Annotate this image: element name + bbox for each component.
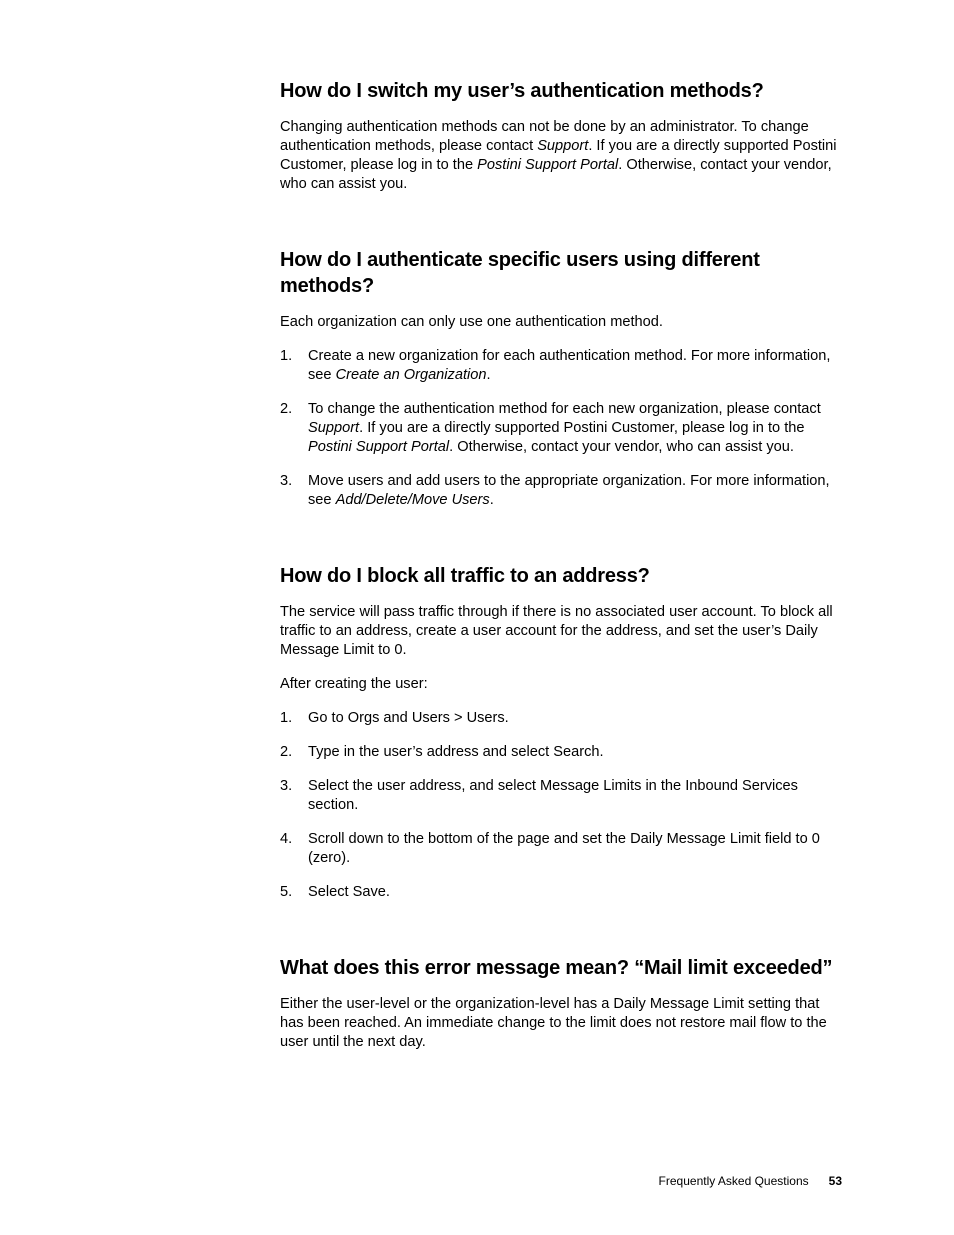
support-link-text: Support bbox=[537, 138, 589, 154]
step-number: 2. bbox=[280, 744, 293, 760]
section-intro: Each organization can only use one authentication method. bbox=[280, 314, 663, 330]
page-number: 53 bbox=[828, 1174, 842, 1188]
section-paragraph: Changing authentication methods can not be done by an administrator. To change authentication methods, please contact Support. If you are a directly supported Postini Customer, please log in to the Postini Support Portal. Otherwise, contact your vendor, who can assist you. bbox=[280, 119, 837, 192]
list-item: 3. Move users and add users to the appropriate organization. For more information, see Add/Delete/Move Users. bbox=[280, 473, 830, 508]
step-number: 1. bbox=[280, 710, 293, 726]
steps-list bbox=[280, 709, 842, 902]
page-footer bbox=[659, 1173, 842, 1189]
section-paragraph: Either the user-level or the organization-level has a Daily Message Limit setting that has been reached. An immediate change to the limit does not restore mail flow to the user until the next day. bbox=[280, 996, 827, 1050]
list-item: 5. Select Save. bbox=[280, 884, 390, 900]
faq-section-mail-limit bbox=[280, 955, 842, 1052]
list-item: 2. Type in the user’s address and select Search. bbox=[280, 744, 604, 760]
faq-section-block-traffic bbox=[280, 563, 842, 902]
step-number: 3. bbox=[280, 473, 293, 489]
list-item: 3. Select the user address, and select Message Limits in the Inbound Services section. bbox=[280, 778, 798, 813]
steps-list bbox=[280, 347, 842, 510]
step-number: 4. bbox=[280, 831, 293, 847]
section-paragraph: After creating the user: bbox=[280, 676, 428, 692]
list-item: 1. Go to Orgs and Users > Users. bbox=[280, 710, 509, 726]
step-number: 3. bbox=[280, 778, 293, 794]
section-heading: How do I block all traffic to an address? bbox=[280, 565, 650, 587]
section-paragraph: The service will pass traffic through if there is no associated user account. To block all traffic to an address, create a user account for the address, and set the user’s Daily Message Limit to 0. bbox=[280, 604, 833, 658]
list-item: 2. To change the authentication method for each new organization, please contact Support. If you are a directly supported Postini Customer, please log in to the Postini Support Portal. Otherwise, contact your vendor, who can assist you. bbox=[280, 401, 821, 455]
step-number: 2. bbox=[280, 401, 293, 417]
list-item: 4. Scroll down to the bottom of the page and set the Daily Message Limit field to 0 (zero). bbox=[280, 831, 820, 866]
section-heading: What does this error message mean? “Mail limit exceeded” bbox=[280, 957, 833, 979]
section-heading: How do I authenticate specific users using different methods? bbox=[280, 249, 760, 297]
step-number: 5. bbox=[280, 884, 293, 900]
step-number: 1. bbox=[280, 348, 293, 364]
support-portal-text: Postini Support Portal bbox=[477, 157, 619, 173]
faq-section-switch-auth bbox=[280, 78, 842, 194]
list-item: 1. Create a new organization for each authentication method. For more information, see Create an Organization. bbox=[280, 348, 831, 383]
page-content bbox=[280, 78, 842, 1052]
footer-section-title: Frequently Asked Questions bbox=[658, 1174, 809, 1188]
section-heading: How do I switch my user’s authentication methods? bbox=[280, 80, 764, 102]
faq-section-authenticate-users bbox=[280, 247, 842, 510]
